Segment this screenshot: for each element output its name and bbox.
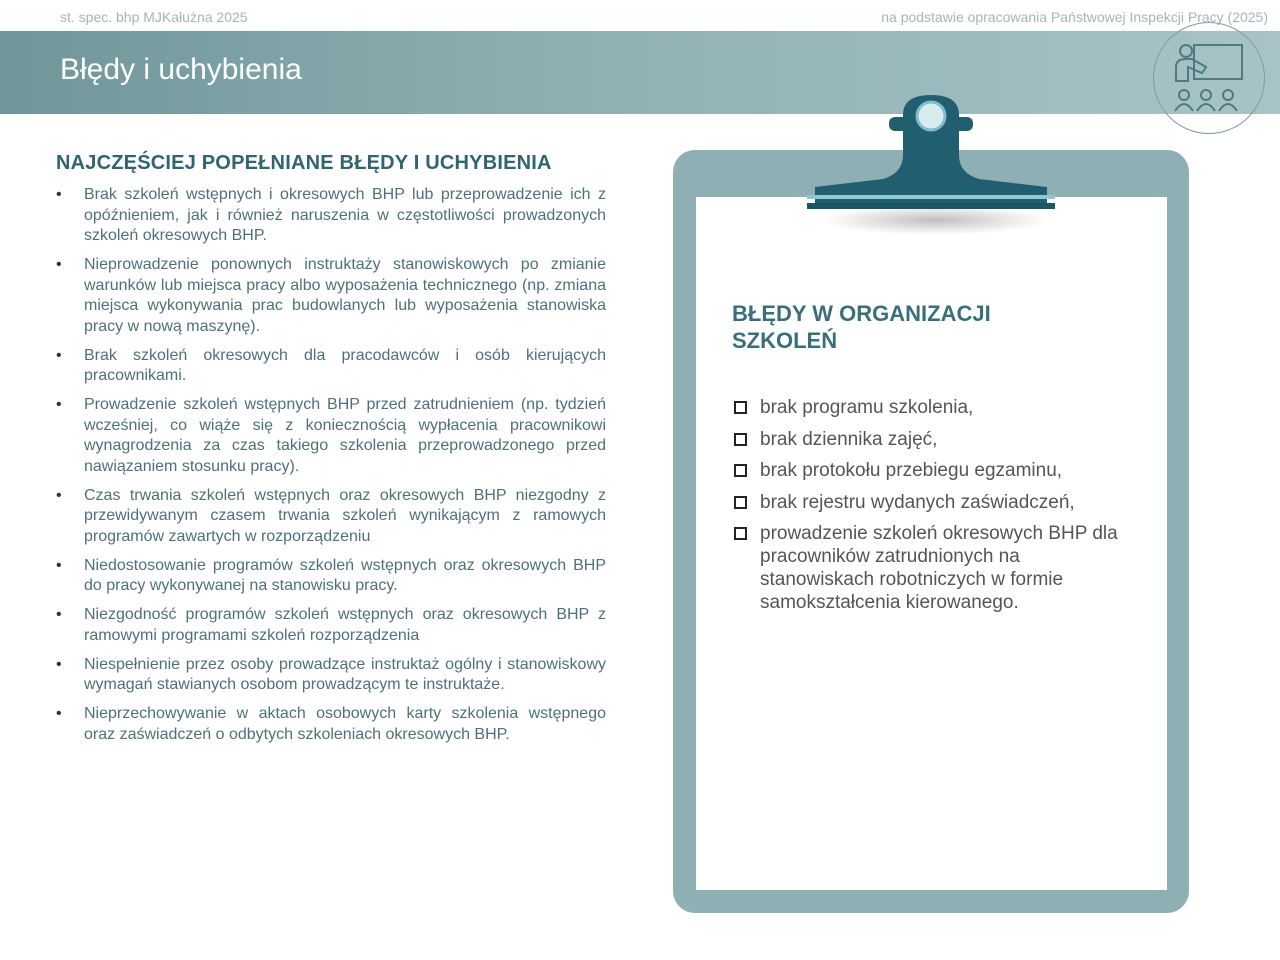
list-item: • Prowadzenie szkoleń wstępnych BHP przed zatrudnieniem (np. tydzień wcześniej, co wiąże się z koniecznością wypłacenia pracownikowi wynagrodzenia za czas takiego szkolenia przeprowadzonego przed nawiązaniem stosunku pracy). <box>56 395 606 477</box>
checkbox-icon <box>734 433 747 446</box>
list-item: • Nieprowadzenie ponownych instruktaży stanowiskowych po zmianie warunków lub miejsca pracy albo wyposażenia technicznego (np. zmiana miejsca wykonywania prac budowlanych lub wyposażenia stanowiska pracy w nową maszynę). <box>56 255 606 337</box>
clipboard-clip-icon <box>805 95 1057 215</box>
list-item: • Brak szkoleń okresowych dla pracodawców i osób kierujących pracownikami. <box>56 346 606 387</box>
list-item: • Nieprzechowywanie w aktach osobowych karty szkolenia wstępnego oraz zaświadczeń o odbytych szkoleniach okresowych BHP. <box>56 704 606 745</box>
teacher-presentation-icon <box>1153 22 1265 134</box>
checklist-item <box>732 522 1132 614</box>
item-text: brak programu szkolenia, <box>760 397 974 418</box>
list-item: • Brak szkoleń wstępnych i okresowych BHP lub przeprowadzenie ich z opóźnieniem, jak i również naruszenia w częstotliwości prowadzonych szkoleń okresowych BHP. <box>56 185 606 247</box>
page-title: Błędy i uchybienia <box>60 53 302 86</box>
checkbox-icon <box>734 496 747 509</box>
title-banner <box>0 31 1280 114</box>
errors-list <box>56 185 606 754</box>
left-heading: NAJCZĘŚCIEJ POPEŁNIANE BŁĘDY I UCHYBIENIA <box>56 152 552 174</box>
checklist-item <box>732 396 1132 419</box>
list-item: • Niespełnienie przez osoby prowadzące instruktaż ogólny i stanowiskowy wymagań stawianych osobom prowadzącym te instruktaże. <box>56 655 606 696</box>
item-text: brak protokołu przebiegu egzaminu, <box>760 460 1063 481</box>
list-item: • Czas trwania szkoleń wstępnych oraz okresowych BHP niezgodny z przewidywanym czasem trwania szkoleń wynikającym z ramowych programów zawartych w rozporządzeniu <box>56 486 606 548</box>
checklist-item <box>732 459 1132 482</box>
organization-errors-list <box>732 396 1132 623</box>
list-item: • Niedostosowanie programów szkoleń wstępnych oraz okresowych BHP do pracy wykonywanej na stanowisku pracy. <box>56 556 606 597</box>
source-note: na podstawie opracowania Państwowej Inspekcji Pracy (2025) <box>881 9 1268 25</box>
checklist-item <box>732 428 1132 451</box>
checkbox-icon <box>734 464 747 477</box>
checklist-item <box>732 491 1132 514</box>
item-text: brak dziennika zajęć, <box>760 428 938 450</box>
item-text: prowadzenie szkoleń okresowych BHP dla pracowników zatrudnionych na stanowiskach robotniczych w formie samokształcenia kierowanego. <box>760 523 1118 613</box>
list-item: • Niezgodność programów szkoleń wstępnych oraz okresowych BHP z ramowymi programami szkoleń rozporządzenia <box>56 605 606 646</box>
right-heading: BŁĘDY W ORGANIZACJI SZKOLEŃ <box>732 301 991 353</box>
checkbox-icon <box>734 401 747 414</box>
item-text: brak rejestru wydanych zaświadczeń, <box>760 491 1075 513</box>
checkbox-icon <box>734 527 747 540</box>
author-note: st. spec. bhp MJKałużna 2025 <box>60 9 248 25</box>
